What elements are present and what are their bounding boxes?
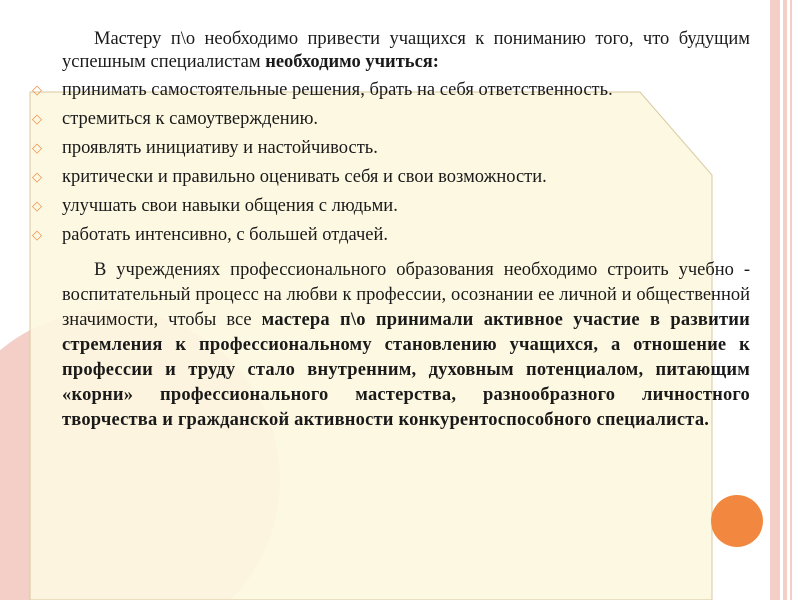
- bullet-icon: ◇: [32, 141, 42, 156]
- closing-paragraph: [62, 258, 750, 433]
- list-item: ◇ критически и правильно оценивать себя и свои возможности.: [62, 163, 750, 192]
- slide-content: [32, 28, 750, 433]
- list-item: ◇ работать интенсивно, с большей отдачей.: [62, 221, 750, 250]
- skills-list: [32, 76, 750, 250]
- list-item: ◇ принимать самостоятельные решения, брать на себя ответственность.: [62, 76, 750, 105]
- intro-text: Мастеру п\о необходимо привести учащихся к пониманию того, что будущим успешным специалистам: [62, 29, 750, 72]
- list-item: ◇ стремиться к самоутверждению.: [62, 105, 750, 134]
- list-item: ◇ улучшать свои навыки общения с людьми.: [62, 192, 750, 221]
- closing-strong-text: мастера п\о принимали активное участие в развитии стремления к профессиональному становлению учащихся, а отношение к профессии и труду стало внутренним, духовным потенциалом, питающим «корни» профессионального мастерства, разнообразного личностного творчества и гражданской активности конкурентоспособного специалиста.: [62, 310, 750, 430]
- right-stripe-2: [783, 0, 787, 600]
- right-stripe-3: [790, 0, 792, 600]
- bullet-icon: ◇: [32, 228, 42, 243]
- closing-text: В учреждениях профессионального образования необходимо строить учебно - воспитательный процесс на любви к профессии, осознании ее личной и общественной значимости, чтобы все: [62, 260, 750, 330]
- right-stripe-1: [770, 0, 780, 600]
- bullet-icon: ◇: [32, 170, 42, 185]
- bullet-icon: ◇: [32, 199, 42, 214]
- bullet-icon: ◇: [32, 112, 42, 127]
- bullet-icon: ◇: [32, 83, 42, 98]
- orange-circle: [711, 495, 763, 547]
- list-item: ◇ проявлять инициативу и настойчивость.: [62, 134, 750, 163]
- intro-paragraph: [62, 28, 750, 74]
- intro-strong-text: необходимо учиться:: [265, 52, 439, 72]
